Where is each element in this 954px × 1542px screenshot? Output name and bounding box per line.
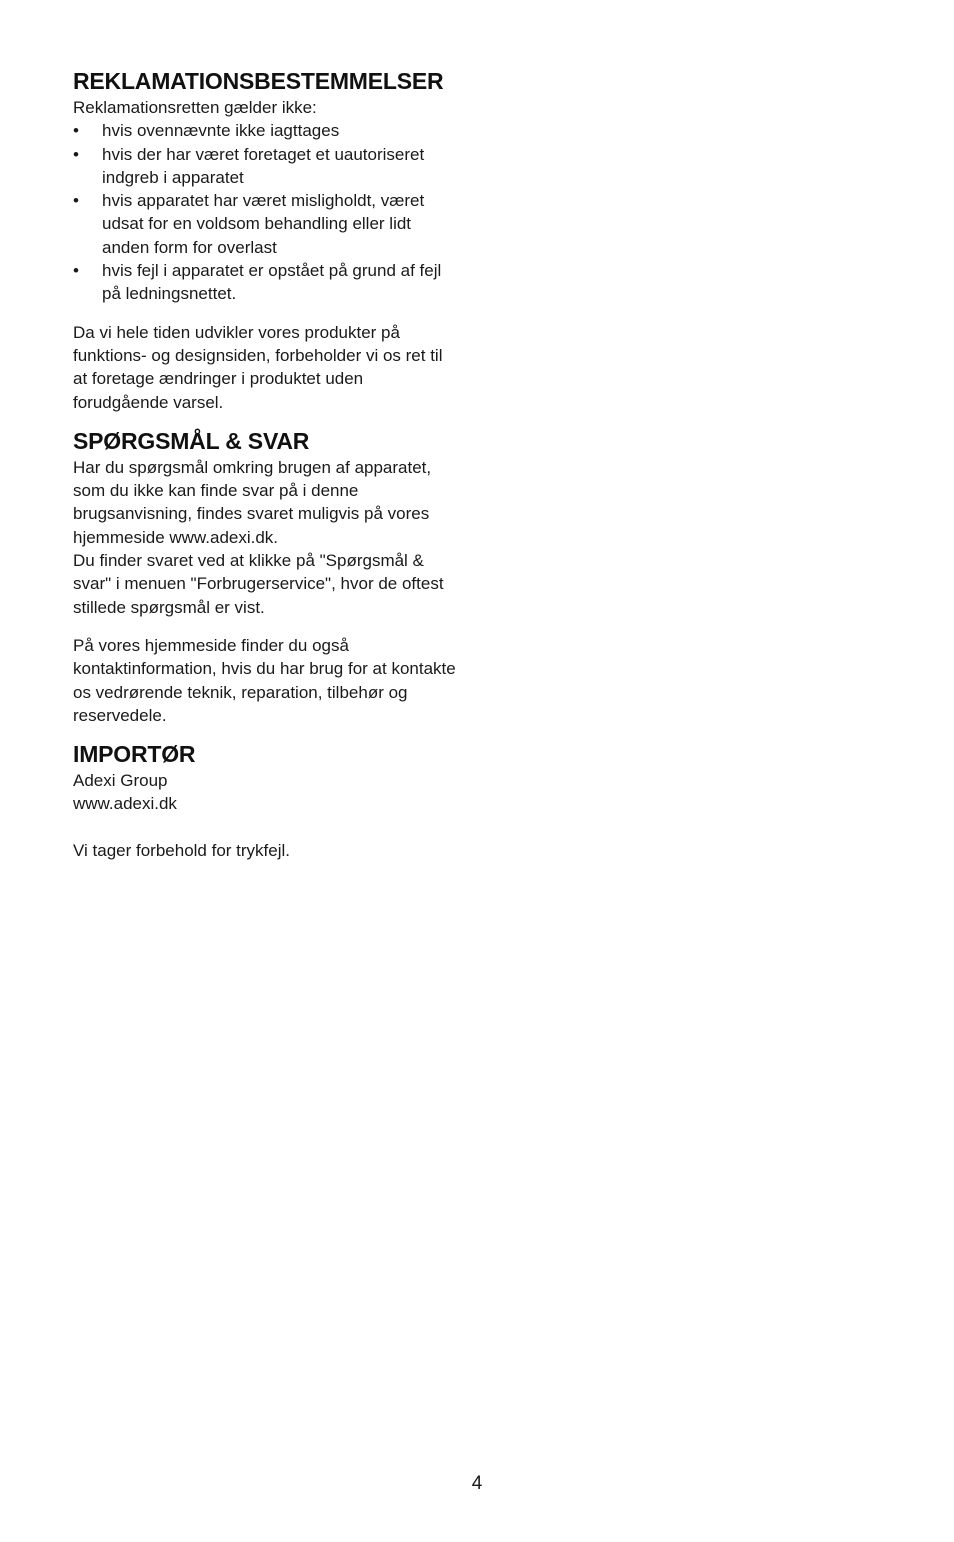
page-number: 4 bbox=[471, 1473, 483, 1494]
list-item bbox=[73, 189, 458, 259]
bullet-icon: • bbox=[73, 144, 79, 164]
list-item-text: hvis fejl i apparatet er opstået på grund af fejl på ledningsnettet. bbox=[102, 261, 442, 304]
heading-reklamation: REKLAMATIONSBESTEMMELSER bbox=[73, 68, 444, 94]
spacer bbox=[73, 727, 458, 739]
list-item-text: hvis apparatet har været misligholdt, været udsat for en voldsom behandling eller lidt anden form for overlast bbox=[102, 191, 425, 257]
list-item-text: hvis ovennævnte ikke iagttages bbox=[102, 121, 340, 141]
faq-paragraph-1: Har du spørgsmål omkring brugen af apparatet, som du ikke kan finde svar på i denne brugsanvisning, findes svaret muligvis på vores hjemmeside www.adexi.dk. bbox=[73, 457, 432, 547]
spacer bbox=[73, 306, 458, 321]
list-item-text: hvis der har været foretaget et uautoriseret indgreb i apparatet bbox=[102, 144, 425, 187]
page-column bbox=[73, 66, 458, 862]
spacer bbox=[73, 619, 458, 634]
faq-paragraph-1b: Du finder svaret ved at klikke på "Spørgsmål & svar" i menuen "Forbrugerservice", hvor de oftest stillede spørgsmål er vist. bbox=[73, 551, 444, 617]
reklamation-bullet-list bbox=[73, 119, 458, 305]
spacer bbox=[73, 414, 458, 426]
reklamation-paragraph: Da vi hele tiden udvikler vores produkter på funktions- og designsiden, forbeholder vi os ret til at foretage ændringer i produktet uden forudgående varsel. bbox=[73, 322, 443, 412]
reklamation-intro: Reklamationsretten gælder ikke: bbox=[73, 98, 317, 117]
spacer bbox=[73, 816, 458, 839]
heading-faq: SPØRGSMÅL & SVAR bbox=[73, 427, 310, 454]
heading-importer: IMPORTØR bbox=[73, 741, 196, 768]
bullet-icon: • bbox=[73, 261, 79, 281]
faq-paragraph-2: På vores hjemmeside finder du også kontaktinformation, hvis du har brug for at kontakte os vedrørende teknik, reparation, tilbehør og reservedele. bbox=[73, 635, 456, 725]
list-item bbox=[73, 143, 458, 190]
list-item bbox=[73, 259, 458, 306]
bullet-icon: • bbox=[73, 121, 79, 141]
importer-company: Adexi Group bbox=[73, 771, 168, 791]
print-disclaimer: Vi tager forbehold for trykfejl. bbox=[73, 840, 291, 860]
importer-website: www.adexi.dk bbox=[73, 794, 177, 814]
list-item bbox=[73, 119, 458, 142]
bullet-icon: • bbox=[73, 191, 79, 211]
